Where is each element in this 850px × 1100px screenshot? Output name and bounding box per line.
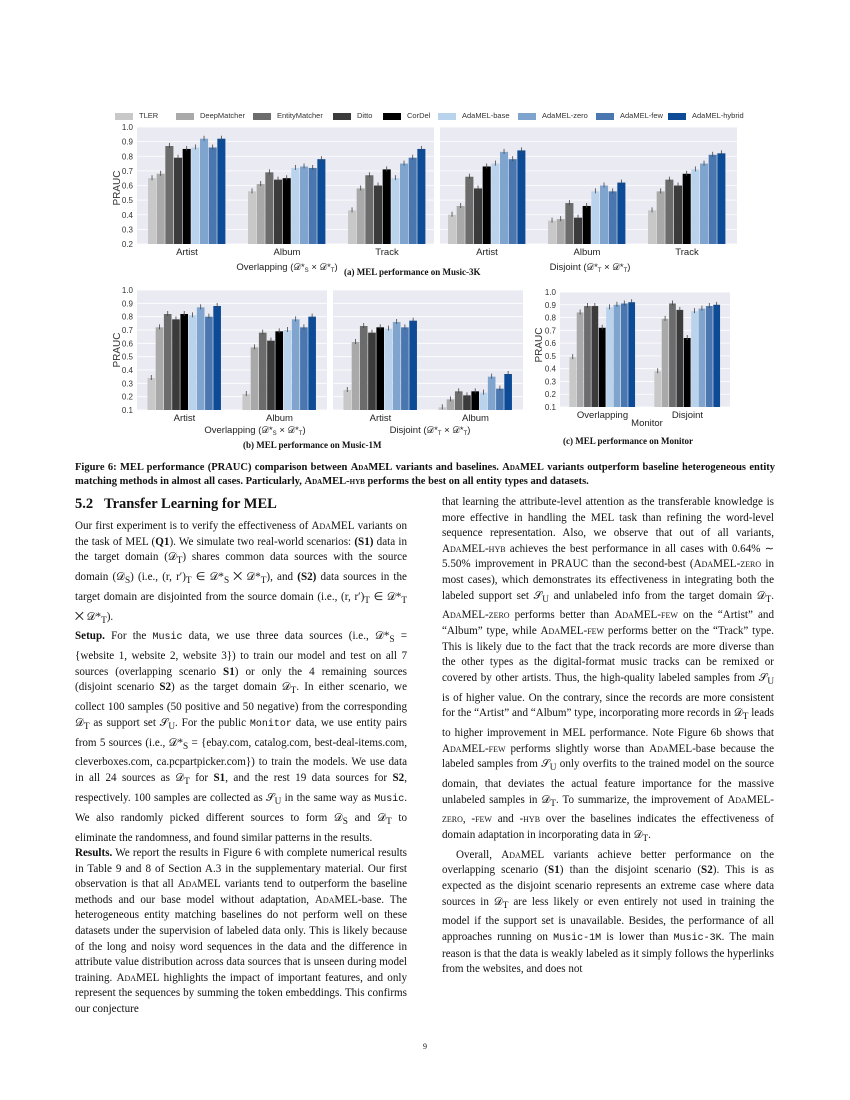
page-number: 9 <box>423 1042 427 1051</box>
chart-a-group-label-overlap: Overlapping ($𝒟*_S$ × $𝒟*_T$) <box>236 262 338 274</box>
bar <box>309 168 317 244</box>
bar <box>191 147 199 244</box>
y-tick-label: 0.8 <box>121 152 133 162</box>
y-tick-label: 0.6 <box>121 339 133 349</box>
chart-a-title-text: (a) MEL performance on Music-3K <box>344 267 481 277</box>
bar <box>706 306 713 407</box>
y-tick-label: 0.2 <box>121 240 133 249</box>
legend-label: Ditto <box>357 111 373 120</box>
bar <box>291 168 299 244</box>
bar <box>417 149 425 244</box>
x-tick-label: Track <box>675 247 699 258</box>
paragraph: Overall, AdaMEL variants achieve better performance on the overlapping scenario (S1) than the disjoint scenario (S2). This is as expected as the disjoint scenario represents an extreme case where data sources in 𝒟$_T$ are less likely or even entirely not used in training the model if the support set is unavailable. Besides, the performance of all approaches running on Music-1M is lower than Music-3K. The main reason is that the data is weakly labeled as it simply follows the hyperlinks from the websites, and does not <box>442 848 774 976</box>
legend-label: EntityMatcher <box>277 111 323 120</box>
caption-text: variants and baselines. <box>392 462 503 473</box>
y-tick-label: 0.1 <box>544 403 556 412</box>
bar <box>217 139 225 244</box>
y-tick-label: 0.2 <box>121 392 133 402</box>
legend-label: DeepMatcher <box>200 111 246 120</box>
bar <box>474 188 482 244</box>
bar <box>683 174 691 244</box>
caption-text: AdaMEL <box>502 462 544 473</box>
bar <box>409 158 417 244</box>
caption-text: variants outperform baseline heterogeneous entity matching methods in almost all cases. Particularly, <box>75 462 776 487</box>
bar <box>483 166 491 244</box>
y-tick-label: 0.3 <box>121 225 133 235</box>
bar <box>157 174 165 244</box>
bar <box>374 186 382 245</box>
y-tick-label: 0.7 <box>121 166 133 176</box>
bar <box>274 180 282 244</box>
x-tick-label: Artist <box>176 247 198 258</box>
bar <box>300 166 308 244</box>
bar <box>584 306 591 407</box>
x-tick-label: Artist <box>476 247 498 258</box>
y-tick-label: 0.8 <box>544 313 556 323</box>
bar <box>317 159 325 244</box>
chart-b1-group-label: Overlapping ($𝒟*_S$ × $𝒟*_T$) <box>204 425 306 437</box>
x-tick-label: Album <box>573 247 601 258</box>
bar <box>517 150 525 244</box>
caption-text: AdaMEL-hyb <box>304 475 365 487</box>
bar <box>265 172 273 244</box>
y-tick-label: 0.2 <box>544 390 556 400</box>
y-tick-label: 1.0 <box>121 286 133 295</box>
legend-label: AdaMEL-zero <box>542 111 588 120</box>
y-tick-label: 0.3 <box>121 379 133 389</box>
bar <box>700 164 708 244</box>
bar <box>148 178 156 244</box>
bar <box>583 206 591 244</box>
bar <box>709 155 717 244</box>
bar <box>365 175 373 244</box>
bar <box>569 357 576 407</box>
x-tick-label: Disjoint <box>671 410 704 421</box>
bar <box>509 159 517 244</box>
bar <box>699 309 706 407</box>
right-column <box>442 495 774 978</box>
bar <box>654 371 661 407</box>
bar <box>283 178 291 244</box>
section-number: 5.2 <box>75 496 94 512</box>
y-tick-label: 0.7 <box>121 326 133 335</box>
bar <box>717 153 725 244</box>
bar <box>669 304 676 408</box>
bar <box>257 184 265 244</box>
bar <box>548 221 556 244</box>
bar <box>665 180 673 244</box>
section-title: Transfer Learning for MEL <box>104 496 277 512</box>
legend-label: TLER <box>139 111 159 120</box>
chart-a <box>0 0 850 300</box>
y-tick-label: 0.5 <box>121 352 133 362</box>
y-tick-label: 0.5 <box>544 351 556 361</box>
figure-caption <box>75 461 775 488</box>
bar <box>591 191 599 244</box>
bar <box>565 203 573 244</box>
bar <box>248 191 256 244</box>
bar <box>348 210 356 244</box>
legend-label: CorDel <box>407 111 431 120</box>
bar <box>500 152 508 244</box>
bar <box>676 310 683 407</box>
x-tick-label: Artist <box>369 413 392 424</box>
bar <box>577 312 584 407</box>
chart-a-ylabel: PRAUC <box>112 170 123 206</box>
bar <box>614 305 621 407</box>
x-tick-label: Album <box>266 413 293 424</box>
chart-c-ylabel: PRAUC <box>534 327 545 363</box>
bar <box>574 218 582 244</box>
chart-a-title <box>344 267 480 277</box>
x-tick-label: Artist <box>173 413 196 424</box>
y-tick-label: 0.4 <box>121 366 133 375</box>
bar <box>713 305 720 407</box>
caption-text: performs the best on all entity types and datasets. <box>364 475 589 487</box>
y-tick-label: 0.1 <box>121 406 133 415</box>
bar <box>621 304 628 408</box>
paragraph: Setup. For the Music data, we use three data sources (i.e., $𝒟*_S$ = {website 1, website 2, website 3}) to train our model and test on all 7 sources (overlapping scenario S1) or only the 4 remaining sources (disjoint scenario S2) as the target domain 𝒟$_T$. In either scenario, we collect 100 samples (50 positive and 50 negative) from the corresponding 𝒟$_T$ as support set 𝒮$_U$. For the public Monitor data, we use entity pairs from 5 sources (i.e., $𝒟*_S$ = {ebay.com, catalog.com, best-deal-items.com, cleverboxes.com, ca.pcpartpicker.com}) to train the models. We use data in all 24 sources as 𝒟$_T$ for S1, and the rest 19 data sources for S2, respectively. 100 samples are collected as 𝒮$_U$ in the same way as Music. We also randomly picked different sources to form 𝒟$_S$ and 𝒟$_T$ to eliminate the randomness, and found similar patterns in the results. <box>75 630 408 844</box>
x-tick-label: Album <box>273 247 301 258</box>
paragraph: Results. We report the results in Figure 6 with complete numerical results in Table 9 and 8 of Section A.3 in the supplementary material. Our first observation is that all AdaMEL variants tend to outperform the baseline methods and our base model without adaptation, AdaMEL-base. The heterogeneous entity matching baselines do not perform well on these datasets under the supervision of labeled data only. This is likely because of the long and noisy word sequences in the data and the difference in attribute value distribution across data sources that is unseen during model training. AdaMEL highlights the impact of important features, and only represent the sequences by summing the token embeddings. This confirms our conjecture <box>75 847 407 1016</box>
chart-b-title-text: (b) MEL performance on Music-1M <box>243 440 382 450</box>
legend-label: AdaMEL-base <box>462 111 510 120</box>
bar <box>183 149 191 244</box>
caption-text: Figure 6: MEL performance (PRAUC) comparison between <box>75 462 351 473</box>
group-divider <box>434 127 440 244</box>
y-tick-label: 0.8 <box>121 312 133 322</box>
bar <box>691 169 699 244</box>
bar <box>491 164 499 244</box>
bar <box>648 210 656 244</box>
bar <box>357 188 365 244</box>
chart-b2-group-label: Disjoint ($𝒟*_T$ × $𝒟*_T$) <box>389 425 471 437</box>
bar <box>628 302 635 407</box>
bar <box>617 183 625 244</box>
y-tick-label: 1.0 <box>121 123 133 132</box>
chart-a-group-label-disjoint: Disjoint ($𝒟*_T$ × $𝒟*_T$) <box>549 262 631 274</box>
bar <box>448 215 456 244</box>
y-tick-label: 0.6 <box>121 181 133 191</box>
y-tick-label: 0.5 <box>121 196 133 206</box>
legend-label: AdaMEL-hybrid <box>692 111 744 120</box>
y-tick-label: 0.9 <box>121 299 133 309</box>
bar <box>165 146 173 244</box>
y-tick-label: 0.3 <box>544 377 556 387</box>
y-tick-label: 0.9 <box>544 300 556 310</box>
bar <box>400 164 408 244</box>
y-tick-label: 0.9 <box>121 137 133 147</box>
bar <box>383 169 391 244</box>
y-tick-label: 0.4 <box>121 210 133 220</box>
y-tick-label: 0.4 <box>544 364 556 374</box>
bar <box>662 319 669 407</box>
bar <box>174 158 182 244</box>
y-tick-label: 0.6 <box>544 339 556 349</box>
bar <box>391 178 399 244</box>
caption-text: AdaMEL <box>350 462 393 473</box>
bar <box>591 306 598 407</box>
paragraph: Our first experiment is to verify the effectiveness of AdaMEL variants on the task of MEL (Q1). We simulate two real-world scenarios: (S1) data in the target domain (𝒟$_T$) shares common data sources with the source domain (𝒟$_S$) (i.e., (r, $r')_T$ ∈ $𝒟*_S$ ⨉ $𝒟*_T$), and (S2) data sources in the target domain are disjointed from the source domain (i.e., (r, $r')_T$ ∈ $𝒟*_T$ ⨉ $𝒟*_T$). <box>75 520 408 626</box>
bar <box>465 177 473 244</box>
bar <box>674 186 682 245</box>
left-column <box>75 495 407 1018</box>
x-tick-label: Track <box>375 247 399 258</box>
bar <box>457 206 465 244</box>
chart-c-title <box>563 436 693 446</box>
bar <box>209 147 217 244</box>
chart-c-title-text: (c) MEL performance on Monitor <box>563 436 693 446</box>
chart-b-ylabel: PRAUC <box>112 332 123 368</box>
bar <box>599 328 606 407</box>
paragraph: that learning the attribute-level attention as the transferable knowledge is more effective in handling the MEL task than refining the word-level sequence representation. Also, we observe that out of all variants, AdaMEL-hyb achieves the best performance in all cases with 0.64% ∼ 5.50% improvement in PRAUC than the second-best (AdaMEL-zero in most cases), which demonstrates its effectiveness in integrating both the labeled support set 𝒮$_U$ and unlabeled info from the target domain 𝒟$_T$. AdaMEL-zero performs better than AdaMEL-few on the “Artist” and “Album” type, while AdaMEL-few performs better on the “Track” type. This is likely due to the fact that the track records are more diverse than the other types as the digital-format music tracks can be remixed or covered by other artists. Thus, the high-quality labeled samples from 𝒮$_U$ is of higher value. On the contrary, since the records are more consistent for the “Artist” and “Album” type, incorporating more records in 𝒟$_T$ leads to higher improvement in MEL performance. Note Figure 6b shows that AdaMEL-few performs slightly worse than AdaMEL-base because the labeled samples from 𝒮$_U$ only overfits to the trained model on the source domain, that deviates the actual feature importance for the massive unlabeled samples in 𝒟$_T$. To summarize, the improvement of AdaMEL-zero, -few and -hyb over the baselines indicates the effectiveness of domain adaptation in incorporating data in 𝒟$_T$. <box>442 496 775 845</box>
x-tick-label: Album <box>462 413 489 424</box>
bar <box>684 338 691 407</box>
legend-label: AdaMEL-few <box>620 111 663 120</box>
bar <box>606 307 613 407</box>
chart-c-xlabel: Monitor <box>631 418 663 429</box>
y-tick-label: 1.0 <box>544 288 556 297</box>
y-tick-label: 0.7 <box>544 326 556 336</box>
x-tick-label: Overlapping <box>576 410 629 421</box>
bar <box>657 191 665 244</box>
bar <box>200 139 208 244</box>
bar <box>557 219 565 244</box>
section-heading <box>75 495 407 513</box>
bar <box>609 191 617 244</box>
bar <box>691 311 698 407</box>
chart-c <box>0 280 850 450</box>
bar <box>600 186 608 245</box>
